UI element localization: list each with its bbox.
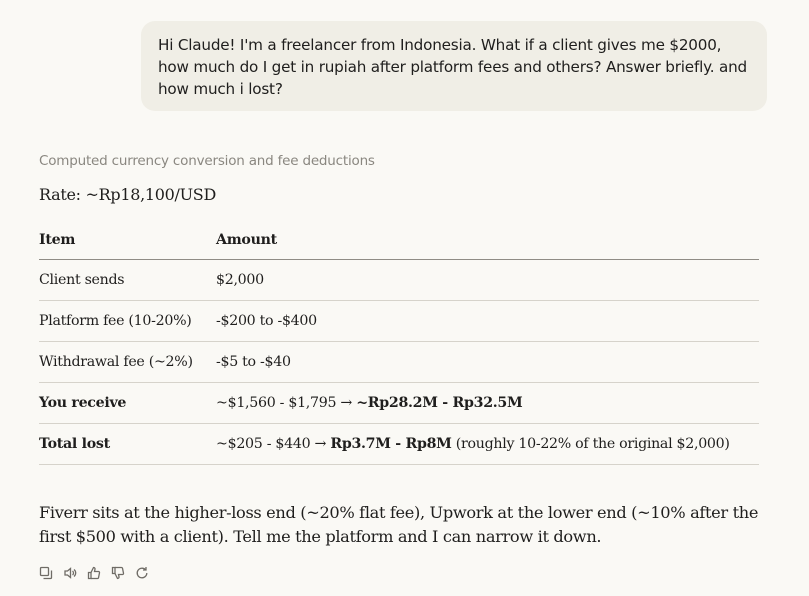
amount-usd-range: ~$205 - $440 → (216, 436, 331, 452)
amount-usd-range: ~$1,560 - $1,795 → (216, 395, 357, 411)
table-cell-item: You receive (39, 395, 127, 411)
table-cell-amount: -$5 to -$40 (216, 354, 291, 370)
answer-paragraph: Fiverr sits at the higher-loss end (~20% flat fee), Upwork at the lower end (~10% after the first $500 with a client). Tell me the platform and I can narrow it down. (39, 503, 759, 546)
amount-note: (roughly 10-22% of the original $2,000) (451, 436, 730, 452)
table-cell-item: Total lost (39, 436, 110, 452)
table-cell-amount (216, 395, 759, 411)
table-cell-amount (216, 436, 759, 452)
copy-icon[interactable] (38, 565, 54, 581)
table-header-amount: Amount (216, 232, 277, 248)
read-aloud-icon[interactable] (62, 565, 78, 581)
table-row (39, 424, 759, 465)
table-row (39, 260, 759, 301)
table-row (39, 301, 759, 342)
user-message-bubble (141, 21, 767, 111)
thumbs-down-icon[interactable] (110, 565, 126, 581)
tool-use-summary[interactable]: Computed currency conversion and fee deductions (39, 153, 375, 169)
amount-idr-range: ~Rp28.2M - Rp32.5M (356, 395, 523, 411)
table-header-item: Item (39, 232, 76, 248)
message-actions (38, 565, 150, 581)
thumbs-up-icon[interactable] (86, 565, 102, 581)
table-header-row (39, 221, 759, 260)
retry-icon[interactable] (134, 565, 150, 581)
table-cell-item: Client sends (39, 272, 125, 288)
table-cell-amount: -$200 to -$400 (216, 313, 317, 329)
user-message-text: Hi Claude! I'm a freelancer from Indonesia. What if a client gives me $2000, how much do I get in rupiah after platform fees and others? Answer briefly. and how much i lost? (158, 36, 747, 98)
amount-idr-range: Rp3.7M - Rp8M (330, 436, 452, 452)
exchange-rate-line: Rate: ~Rp18,100/USD (39, 185, 216, 204)
table-row (39, 342, 759, 383)
table-cell-amount: $2,000 (216, 272, 264, 288)
table-cell-item: Platform fee (10-20%) (39, 313, 192, 329)
table-cell-item: Withdrawal fee (~2%) (39, 354, 193, 370)
fee-table (39, 221, 759, 465)
table-row (39, 383, 759, 424)
